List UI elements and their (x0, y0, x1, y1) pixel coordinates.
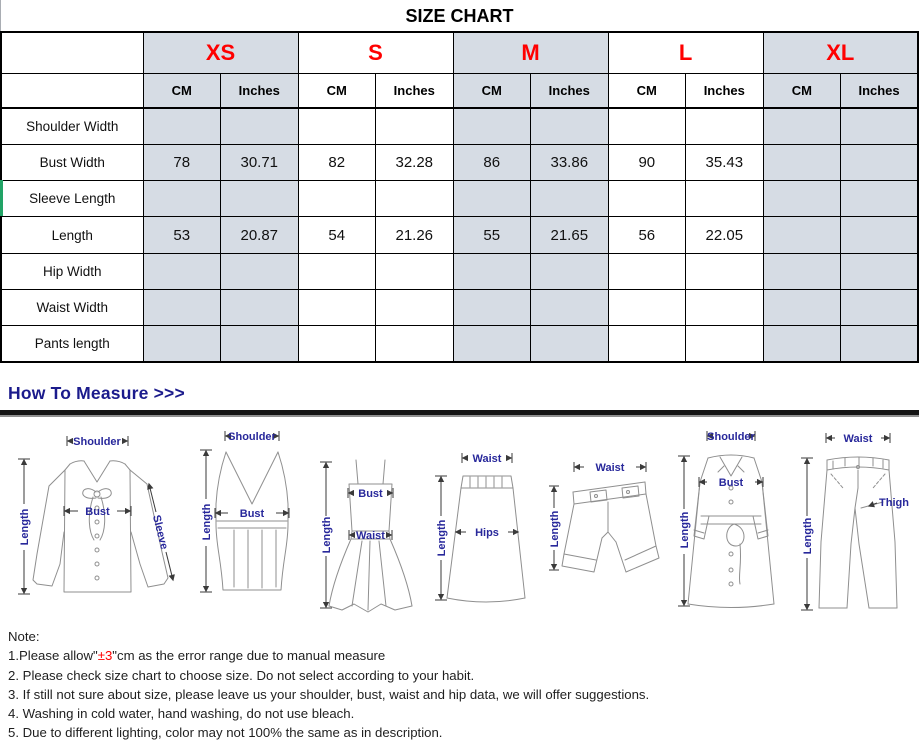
size-cell: 82 (298, 144, 376, 180)
size-cell (453, 289, 531, 325)
unit-header: CM (608, 73, 686, 108)
shoulder-label: Shoulder (73, 436, 121, 448)
size-cell (841, 181, 919, 217)
size-cell (841, 253, 919, 289)
sleeve-label: Sleeve (149, 513, 171, 551)
row-label: Length (1, 217, 143, 253)
blouse-diagram (10, 424, 185, 616)
row-label: Shoulder Width (1, 108, 143, 144)
size-cell: 33.86 (531, 144, 609, 180)
dress-diagram (318, 436, 423, 624)
unit-header: Inches (841, 73, 919, 108)
page-title: SIZE CHART (405, 6, 514, 26)
size-cell (298, 326, 376, 362)
size-cell: 53 (143, 217, 221, 253)
unit-header: CM (763, 73, 841, 108)
waist-label: Waist (843, 433, 873, 445)
note-line-3: 3. If still not sure about size, please leave us your shoulder, bust, waist and hip data, we will offer suggestions. (8, 686, 650, 702)
thigh-label: Thigh (879, 497, 909, 509)
bust-label: Bust (718, 477, 743, 489)
size-header-m: M (453, 32, 608, 73)
size-cell (608, 289, 686, 325)
table-row (1, 108, 918, 144)
length-label: Length (435, 519, 448, 557)
size-cell (453, 108, 531, 144)
size-cell (531, 289, 609, 325)
vest-diagram (196, 424, 308, 616)
corner-cell (1, 73, 143, 108)
size-cell (763, 289, 841, 325)
bust-label: Bust (239, 508, 264, 520)
skirt-diagram (434, 440, 536, 610)
notes-section (8, 627, 913, 743)
size-cell: 32.28 (376, 144, 454, 180)
pants-diagram (799, 424, 911, 616)
size-cell: 56 (608, 217, 686, 253)
size-cell: 20.87 (221, 217, 299, 253)
size-cell (143, 289, 221, 325)
notes-heading: Note: (8, 629, 40, 644)
size-cell (221, 253, 299, 289)
size-cell (221, 181, 299, 217)
size-cell (376, 108, 454, 144)
size-header-xl: XL (763, 32, 918, 73)
shorts-diagram (546, 450, 663, 600)
note-line-4: 4. Washing in cold water, hand washing, do not use bleach. (8, 706, 355, 722)
unit-header: Inches (376, 73, 454, 108)
size-cell (453, 181, 531, 217)
length-label: Length (321, 516, 333, 554)
size-cell (763, 144, 841, 180)
size-cell (143, 326, 221, 362)
size-cell (221, 326, 299, 362)
size-cell: 30.71 (221, 144, 299, 180)
size-cell (686, 181, 764, 217)
unit-header: CM (143, 73, 221, 108)
size-cell (298, 108, 376, 144)
row-label: Pants length (1, 326, 143, 362)
size-cell (298, 181, 376, 217)
size-cell (841, 289, 919, 325)
measure-diagrams (0, 424, 919, 624)
size-header-l: L (608, 32, 763, 73)
table-row (1, 181, 918, 217)
size-cell (841, 217, 919, 253)
size-cell: 35.43 (686, 144, 764, 180)
size-cell (221, 108, 299, 144)
corner-cell (1, 32, 143, 73)
size-cell: 21.65 (531, 217, 609, 253)
size-cell: 78 (143, 144, 221, 180)
size-cell (686, 253, 764, 289)
size-chart-table (0, 31, 919, 363)
size-cell (376, 289, 454, 325)
size-cell: 22.05 (686, 217, 764, 253)
note-line-1: 1.Please allow"±3"cm as the error range due to manual measure (8, 648, 386, 664)
size-cell (608, 181, 686, 217)
size-cell (221, 289, 299, 325)
size-cell (143, 108, 221, 144)
size-cell (453, 253, 531, 289)
size-cell: 86 (453, 144, 531, 180)
row-label: Bust Width (1, 144, 143, 180)
size-cell (763, 326, 841, 362)
section-divider (0, 410, 919, 417)
size-cell (376, 181, 454, 217)
table-row (1, 217, 918, 253)
how-to-measure-heading: How To Measure >>> (8, 383, 185, 403)
shoulder-label: Shoulder (227, 431, 276, 443)
size-cell (143, 181, 221, 217)
waist-label: Waist (595, 462, 625, 474)
size-cell (686, 108, 764, 144)
size-cell (376, 253, 454, 289)
shoulder-label: Shoulder (706, 431, 755, 443)
waist-label: Waist (472, 453, 501, 465)
length-label: Length (678, 511, 691, 549)
waist-label: Waist (356, 530, 385, 542)
note-line-2: 2. Please check size chart to choose size. Do not select according to your habit. (8, 667, 475, 683)
table-row (1, 253, 918, 289)
size-cell (531, 181, 609, 217)
table-row (1, 289, 918, 325)
size-cell (608, 326, 686, 362)
unit-header: CM (453, 73, 531, 108)
length-label: Length (19, 508, 31, 546)
table-row (1, 144, 918, 180)
size-cell: 90 (608, 144, 686, 180)
size-cell (298, 253, 376, 289)
hips-label: Hips (474, 527, 499, 539)
note-line-5: 5. Due to different lighting, color may not 100% the same as in description. (8, 725, 443, 741)
size-cell (298, 289, 376, 325)
size-cell (686, 289, 764, 325)
coat-diagram (674, 424, 789, 616)
size-cell (841, 326, 919, 362)
size-cell (143, 253, 221, 289)
size-cell (763, 253, 841, 289)
size-cell (763, 108, 841, 144)
tolerance-value: ±3 (97, 648, 113, 664)
table-row (1, 326, 918, 362)
unit-header: Inches (221, 73, 299, 108)
size-cell (608, 253, 686, 289)
size-header-xs: XS (143, 32, 298, 73)
size-cell: 54 (298, 217, 376, 253)
length-label: Length (549, 510, 561, 548)
size-cell (608, 108, 686, 144)
size-cell (531, 253, 609, 289)
row-label-sleeve-length: Sleeve Length (1, 181, 143, 217)
size-cell: 55 (453, 217, 531, 253)
active-row-marker (0, 180, 3, 216)
size-cell (686, 326, 764, 362)
size-cell (376, 326, 454, 362)
unit-header: CM (298, 73, 376, 108)
bust-label: Bust (85, 506, 110, 518)
unit-header: Inches (531, 73, 609, 108)
size-cell (763, 217, 841, 253)
size-cell (763, 181, 841, 217)
length-label: Length (200, 503, 213, 541)
size-cell (453, 326, 531, 362)
size-cell (531, 326, 609, 362)
unit-header: Inches (686, 73, 764, 108)
bust-label: Bust (358, 488, 383, 500)
size-cell (841, 108, 919, 144)
size-header-s: S (298, 32, 453, 73)
row-label: Hip Width (1, 253, 143, 289)
length-label: Length (802, 517, 814, 555)
row-label: Waist Width (1, 289, 143, 325)
size-cell (531, 108, 609, 144)
size-cell (841, 144, 919, 180)
size-cell: 21.26 (376, 217, 454, 253)
